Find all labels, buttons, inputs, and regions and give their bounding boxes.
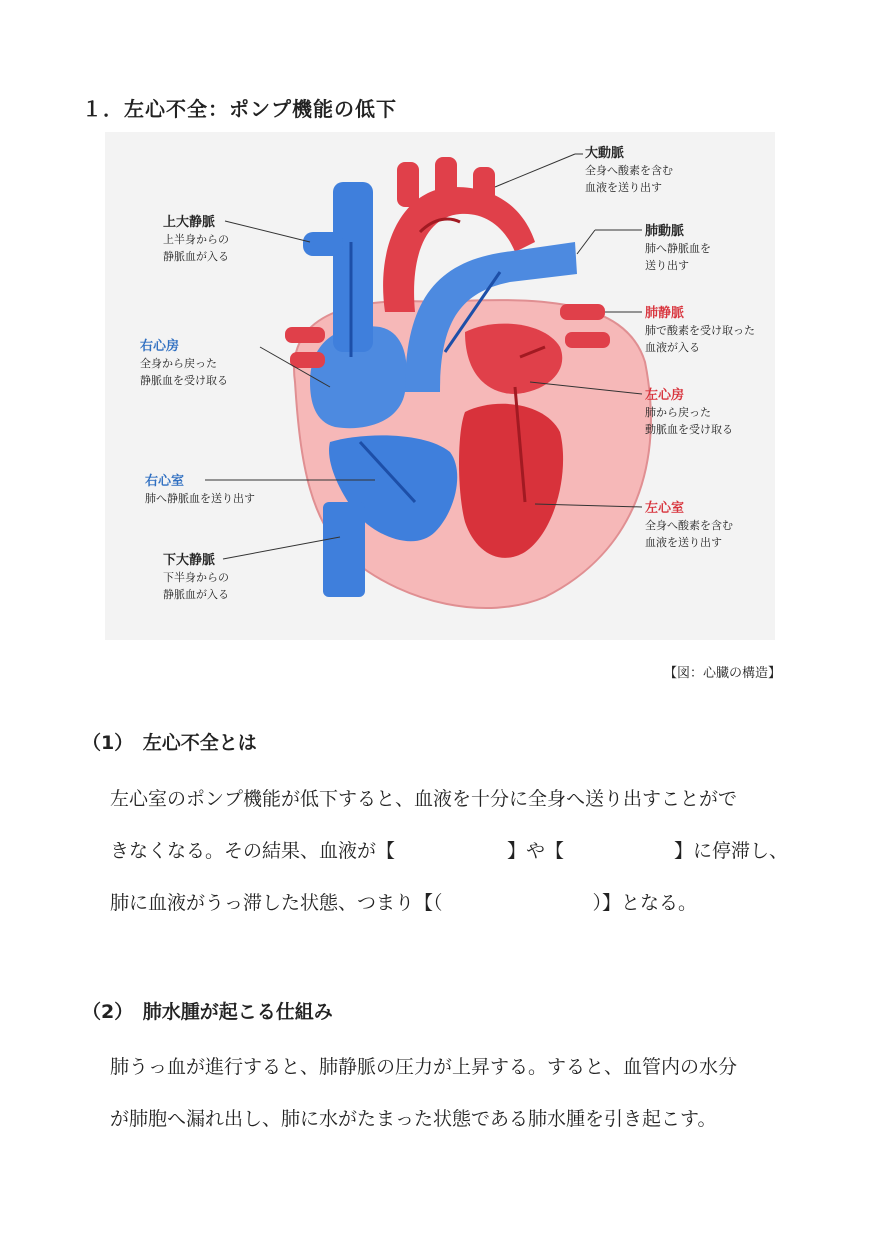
section1-line1: 左心室のポンプ機能が低下すると、血液を十分に全身へ送り出すことがで bbox=[110, 788, 738, 810]
section1-line3-part-b: ）】となる。 bbox=[592, 892, 698, 914]
desc-left-ventricle: 全身へ酸素を含む 血液を送り出す bbox=[645, 519, 733, 549]
figure-caption: 【図：心臓の構造】 bbox=[664, 666, 782, 681]
svc-branch bbox=[303, 232, 343, 256]
label-pulmonary-vein: 肺静脈 bbox=[645, 306, 685, 321]
section1-line3 bbox=[110, 888, 697, 915]
label-ivc: 下大静脈 bbox=[163, 553, 216, 568]
label-svc: 上大静脈 bbox=[163, 215, 216, 230]
section1-title: （1） 左心不全とは bbox=[82, 732, 257, 754]
section1-line2-part-b: 】や【 bbox=[507, 840, 565, 862]
desc-right-ventricle: 肺へ静脈血を送り出す bbox=[145, 492, 255, 505]
label-aorta: 大動脈 bbox=[585, 146, 625, 161]
label-left-atrium: 左心房 bbox=[645, 388, 685, 403]
desc-aorta: 全身へ酸素を含む 血液を送り出す bbox=[585, 164, 673, 194]
section1-line2 bbox=[110, 836, 788, 863]
desc-ivc: 下半身からの 静脈血が入る bbox=[163, 571, 229, 601]
pulmonary-vein-left-1 bbox=[285, 327, 325, 343]
section1-line2-part-a: きなくなる。その結果、血液が【 bbox=[110, 840, 396, 862]
ivc-shape bbox=[323, 502, 365, 597]
pulmonary-vein-right-2 bbox=[565, 332, 610, 348]
section2-line1: 肺うっ血が進行すると、肺静脈の圧力が上昇する。すると、血管内の水分 bbox=[110, 1056, 738, 1078]
aorta-branch-1 bbox=[397, 162, 419, 207]
label-right-ventricle: 右心室 bbox=[145, 474, 185, 489]
desc-pulmonary-vein: 肺で酸素を受け取った 血液が入る bbox=[645, 324, 755, 354]
section2-line2: が肺胞へ漏れ出し、肺に水がたまった状態である肺水腫を引き起こす。 bbox=[110, 1108, 717, 1130]
desc-svc: 上半身からの 静脈血が入る bbox=[163, 233, 229, 263]
section1-line2-part-c: 】に停滞し、 bbox=[674, 840, 789, 862]
label-pulmonary-artery: 肺動脈 bbox=[645, 224, 685, 239]
desc-pulmonary-artery: 肺へ静脈血を 送り出す bbox=[645, 242, 711, 272]
section1-line3-part-a: 肺に血液がうっ滞した状態、つまり【（ bbox=[110, 892, 443, 914]
svc-shape bbox=[333, 182, 373, 352]
heart-diagram bbox=[105, 132, 775, 640]
section2-title: （2） 肺水腫が起こる仕組み bbox=[82, 1001, 333, 1023]
page-heading: １．左心不全：ポンプ機能の低下 bbox=[82, 97, 397, 121]
pulmonary-vein-left-2 bbox=[290, 352, 325, 368]
label-left-ventricle: 左心室 bbox=[645, 501, 685, 516]
aorta-branch-3 bbox=[473, 167, 495, 212]
desc-right-atrium: 全身から戻った 静脈血を受け取る bbox=[140, 357, 228, 387]
pulmonary-vein-right-1 bbox=[560, 304, 605, 320]
desc-left-atrium: 肺から戻った 動脈血を受け取る bbox=[645, 406, 733, 436]
aorta-branch-2 bbox=[435, 157, 457, 202]
label-right-atrium: 右心房 bbox=[140, 339, 180, 354]
